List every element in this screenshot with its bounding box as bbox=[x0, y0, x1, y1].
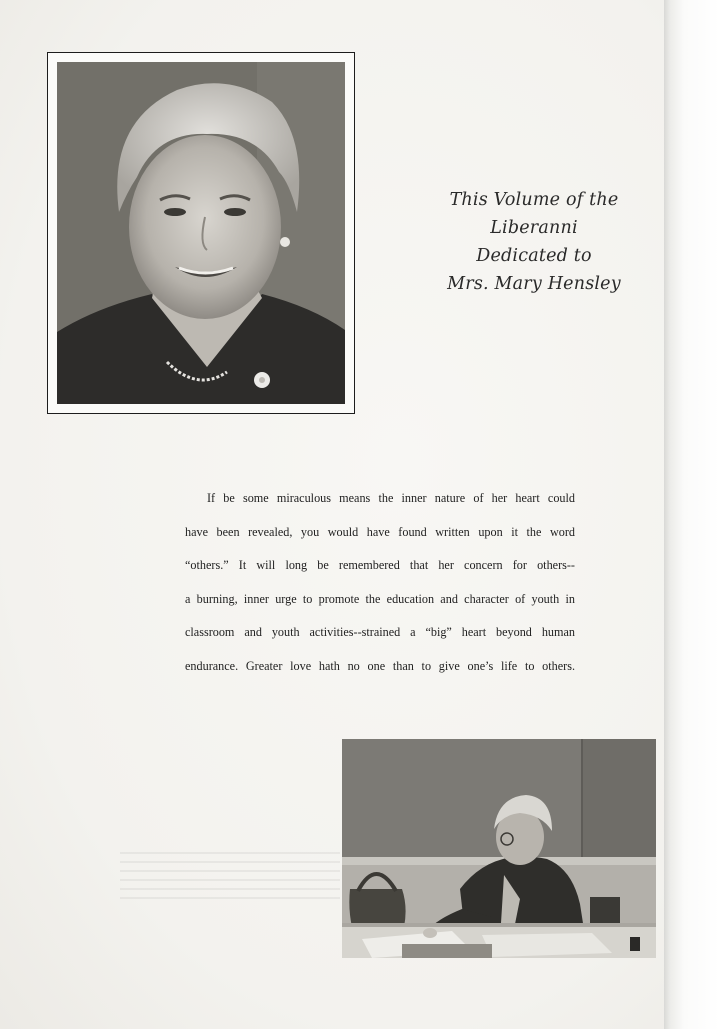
tribute-line: “others.” It will long be remembered that her concern for others-- bbox=[185, 558, 575, 572]
dedication-line: This Volume of the bbox=[449, 190, 619, 210]
dedication-heading bbox=[418, 186, 650, 298]
tribute-line: endurance. Greater love hath no one than to give one’s life to others. bbox=[185, 658, 575, 673]
dedication-line: Liberanni bbox=[490, 218, 578, 238]
tribute-paragraph bbox=[185, 485, 575, 686]
show-through-text bbox=[120, 852, 340, 902]
tribute-line: If be some miraculous means the inner nature of her heart could bbox=[207, 491, 575, 505]
dedication-line: Dedicated to bbox=[476, 246, 592, 266]
portrait-photo bbox=[57, 62, 345, 404]
portrait-frame bbox=[47, 52, 355, 414]
tribute-line: classroom and youth activities--strained a “big” heart beyond human bbox=[185, 625, 575, 639]
binding-edge bbox=[664, 0, 720, 1029]
dedication-line: Mrs. Mary Hensley bbox=[447, 274, 621, 294]
tribute-line: a burning, inner urge to promote the education and character of youth in bbox=[185, 591, 575, 606]
desk-photo bbox=[342, 739, 656, 958]
tribute-line: have been revealed, you would have found written upon it the word bbox=[185, 524, 575, 539]
